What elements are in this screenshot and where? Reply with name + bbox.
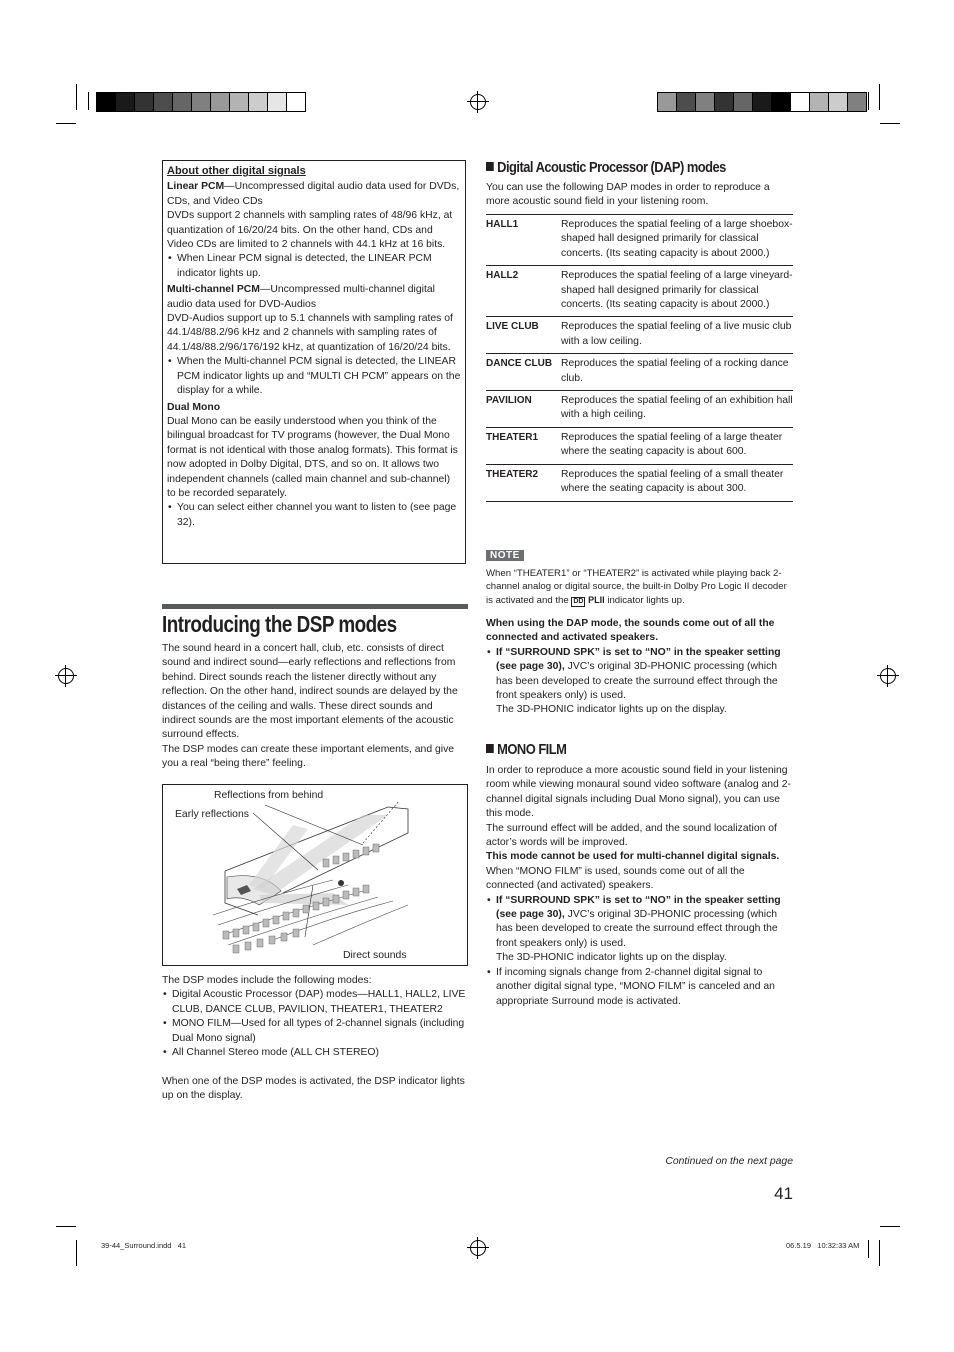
table-row	[486, 354, 793, 391]
table-row	[486, 266, 793, 317]
concert-hall-figure	[162, 784, 468, 966]
crop-mark	[879, 84, 880, 110]
table-row	[486, 464, 793, 501]
color-bar-right	[657, 92, 867, 112]
multi-pcm-bullet: • When the Multi-channel PCM signal is detected, the LINEAR PCM indicator lights up and “MULTI CH PCM” appears on the display for a while.	[167, 355, 461, 398]
timestamp: 06.5.19 10:32:33 AM	[786, 1241, 860, 1250]
dap-mode-description: Reproduces the spatial feeling of a live music club with a low ceiling.	[561, 317, 793, 354]
pl2-logo: PLII	[588, 594, 605, 605]
dap-mode-name: HALL2	[486, 266, 561, 317]
dap-usage: When using the DAP mode, the sounds come out of all the connected and activated speakers. • If “SURROUND SPK” is set to “NO” in the speaker setting (see page 30), JVC’s original 3D-PHONIC processing (which has been developed to create the surround effect through the front speakers only) is used. The 3D-PHONIC indicator lights up on the display.	[486, 617, 793, 718]
dsp-section-title: Introducing the DSP modes	[162, 611, 397, 637]
about-digital-signals-box	[162, 160, 466, 564]
note-tag: NOTE	[486, 550, 524, 561]
dap-mode-description: Reproduces the spatial feeling of a large vineyard-shaped hall designed primarily for classical concerts. (Its seating capacity is about 2000.)	[561, 266, 793, 317]
crop-mark	[76, 1240, 77, 1266]
registration-mark-icon	[880, 668, 896, 684]
dsp-indicator-text: When one of the DSP modes is activated, the DSP indicator lights up on the display.	[162, 1076, 465, 1102]
crop-mark	[76, 84, 77, 110]
crop-mark	[56, 1226, 76, 1227]
dap-mode-description: Reproduces the spatial feeling of a large theater where the seating capacity is about 600.	[561, 427, 793, 464]
table-row	[486, 391, 793, 428]
dap-modes-table	[486, 214, 793, 502]
list-item: • MONO FILM—Used for all types of 2-channel signals (including Dual Mono signal)	[162, 1017, 468, 1046]
color-bar-left	[96, 92, 306, 112]
square-bullet-icon	[486, 744, 494, 753]
mono-title: MONO FILM	[497, 741, 567, 758]
dap-mode-description: Reproduces the spatial feeling of a rocking dance club.	[561, 354, 793, 391]
multi-pcm-body: DVD-Audios support up to 5.1 channels with sampling rates of 44.1/48/88.2/96 kHz and 2 channels with sampling rates of 44.1/48/88.2/96/176/192 kHz, at quantization of 16/20/24 bits.	[167, 313, 453, 353]
dap-mode-name: PAVILION	[486, 391, 561, 428]
linear-pcm-bullet: • When Linear PCM signal is detected, the LINEAR PCM indicator lights up.	[167, 252, 461, 281]
list-item: • If “SURROUND SPK” is set to “NO” in the speaker setting (see page 30), JVC’s original 3D-PHONIC processing (which has been developed to create the surround effect through the front speakers only) is used.	[486, 894, 793, 952]
list-item: • If incoming signals change from 2-channel digital signal to another digital signal type, “MONO FILM” is canceled and an appropriate Surround mode is activated.	[486, 966, 793, 1009]
dap-mode-name: HALL1	[486, 215, 561, 266]
dual-mono-term: Dual Mono	[167, 401, 221, 413]
linear-pcm-body: DVDs support 2 channels with sampling rates of 48/96 kHz, at quantization of 16/20/24 bits. On the other hand, CDs and Video CDs are limited to 2 channels with 44.1 kHz at 16 bits.	[167, 210, 453, 251]
dap-mode-name: THEATER2	[486, 464, 561, 501]
square-bullet-icon	[486, 162, 494, 171]
crop-mark	[880, 1226, 900, 1227]
table-row	[486, 427, 793, 464]
dual-mono-bullet: • You can select either channel you want to listen to (see page 32).	[167, 501, 461, 530]
note-text: When “THEATER1” or “THEATER2” is activated while playing back 2-channel analog or digital source, the built-in Dolby Pro Logic II decoder is activated and the DD PLII indicator lights up.	[486, 568, 787, 606]
label-early-reflections: Early reflections	[175, 809, 249, 820]
dap-mode-description: Reproduces the spatial feeling of a large shoebox-shaped hall designed primarily for classical concerts. (Its seating capacity is about 2000.)	[561, 215, 793, 266]
list-item: • Digital Acoustic Processor (DAP) modes—HALL1, HALL2, LIVE CLUB, DANCE CLUB, PAVILION, THEATER1, THEATER2	[162, 988, 468, 1017]
registration-mark-icon	[470, 94, 486, 110]
section-rule	[162, 604, 468, 609]
dap-mode-name: THEATER1	[486, 427, 561, 464]
dap-mode-name: LIVE CLUB	[486, 317, 561, 354]
mono-heading	[486, 741, 686, 759]
crop-mark	[88, 92, 89, 110]
mono-body: In order to reproduce a more acoustic sound field in your listening room while viewing monaural sound video software (analog and 2-channel digital signals including Dual Mono signal), you can use this mode. The surround effect will be added, and the sound localization of actor’s words will be improved. This mode cannot be used for multi-channel digital signals. When “MONO FILM” is used, sounds come out of all the connected (and activated) speakers. • If “SURROUND SPK” is set to “NO” in the speaker setting (see page 30), JVC’s original 3D-PHONIC processing (which has been developed to create the surround effect through the front speakers only) is used. The 3D-PHONIC indicator lights up on the display. • If incoming signals change from 2-channel digital signal to another digital signal type, “MONO FILM” is canceled and an appropriate Surround mode is activated.	[486, 764, 793, 1009]
list-item: • All Channel Stereo mode (ALL CH STEREO)	[162, 1046, 468, 1060]
dap-title: Digital Acoustic Processor (DAP) modes	[497, 159, 726, 176]
crop-mark	[880, 123, 900, 124]
registration-mark-icon	[470, 1240, 486, 1256]
linear-pcm-definition: Linear PCM—Uncompressed digital audio data used for DVDs, CDs, and Video CDs	[167, 181, 460, 207]
table-row	[486, 215, 793, 266]
table-row	[486, 317, 793, 354]
about-title: About other digital signals	[167, 165, 306, 177]
dsp-modes-list: The DSP modes include the following modes: • Digital Acoustic Processor (DAP) modes—HALL1, HALL2, LIVE CLUB, DANCE CLUB, PAVILION, THEATER1, THEATER2 • MONO FILM—Used for all types of 2-channel signals (including Dual Mono signal) • All Channel Stereo mode (ALL CH STEREO)	[162, 974, 468, 1060]
file-name: 39-44_Surround.indd 41	[101, 1241, 187, 1250]
dap-heading	[486, 159, 806, 177]
label-reflections-behind: Reflections from behind	[214, 790, 324, 801]
multi-pcm-definition: Multi-channel PCM—Uncompressed multi-channel digital audio data used for DVD-Audios	[167, 284, 435, 310]
crop-mark	[56, 123, 76, 124]
dolby-dd-logo-icon: DD	[573, 597, 584, 605]
crop-mark	[868, 92, 869, 110]
label-direct-sounds: Direct sounds	[343, 950, 407, 961]
list-item: • If “SURROUND SPK” is set to “NO” in the speaker setting (see page 30), JVC’s original 3D-PHONIC processing (which has been developed to create the surround effect through the front speakers only) is used.	[486, 646, 793, 704]
page-number: 41	[774, 1184, 793, 1203]
dap-mode-name: DANCE CLUB	[486, 354, 561, 391]
dap-mode-description: Reproduces the spatial feeling of an exhibition hall with a high ceiling.	[561, 391, 793, 428]
registration-mark-icon	[58, 668, 74, 684]
dap-mode-description: Reproduces the spatial feeling of a small theater where the seating capacity is about 300.	[561, 464, 793, 501]
dap-intro: You can use the following DAP modes in order to reproduce a more acoustic sound field in your listening room.	[486, 182, 770, 208]
dsp-intro: The sound heard in a concert hall, club, etc. consists of direct sound and indirect sound—early reflections and reflections from behind. Direct sounds reach the listener directly without any reflection. On the other hand, indirect sounds are delayed by the distances of the ceiling and walls. These direct sounds and indirect sounds are the most important elements of the acoustic surround effects. The DSP modes can create these important elements, and give you a real “being there” feeling.	[162, 643, 458, 770]
crop-mark	[868, 1240, 869, 1258]
note-section	[486, 545, 793, 607]
crop-mark	[879, 1240, 880, 1266]
continued-note: Continued on the next page	[665, 1156, 793, 1167]
dual-mono-body: Dual Mono can be easily understood when you think of the bilingual broadcast for TV programs (however, the Dual Mono format is not identical with those analog formats). This format is now adopted in Dolby Digital, DTS, and so on. It allows two independent channels (called main channel and sub-channel) to be recorded separately.	[167, 415, 458, 499]
